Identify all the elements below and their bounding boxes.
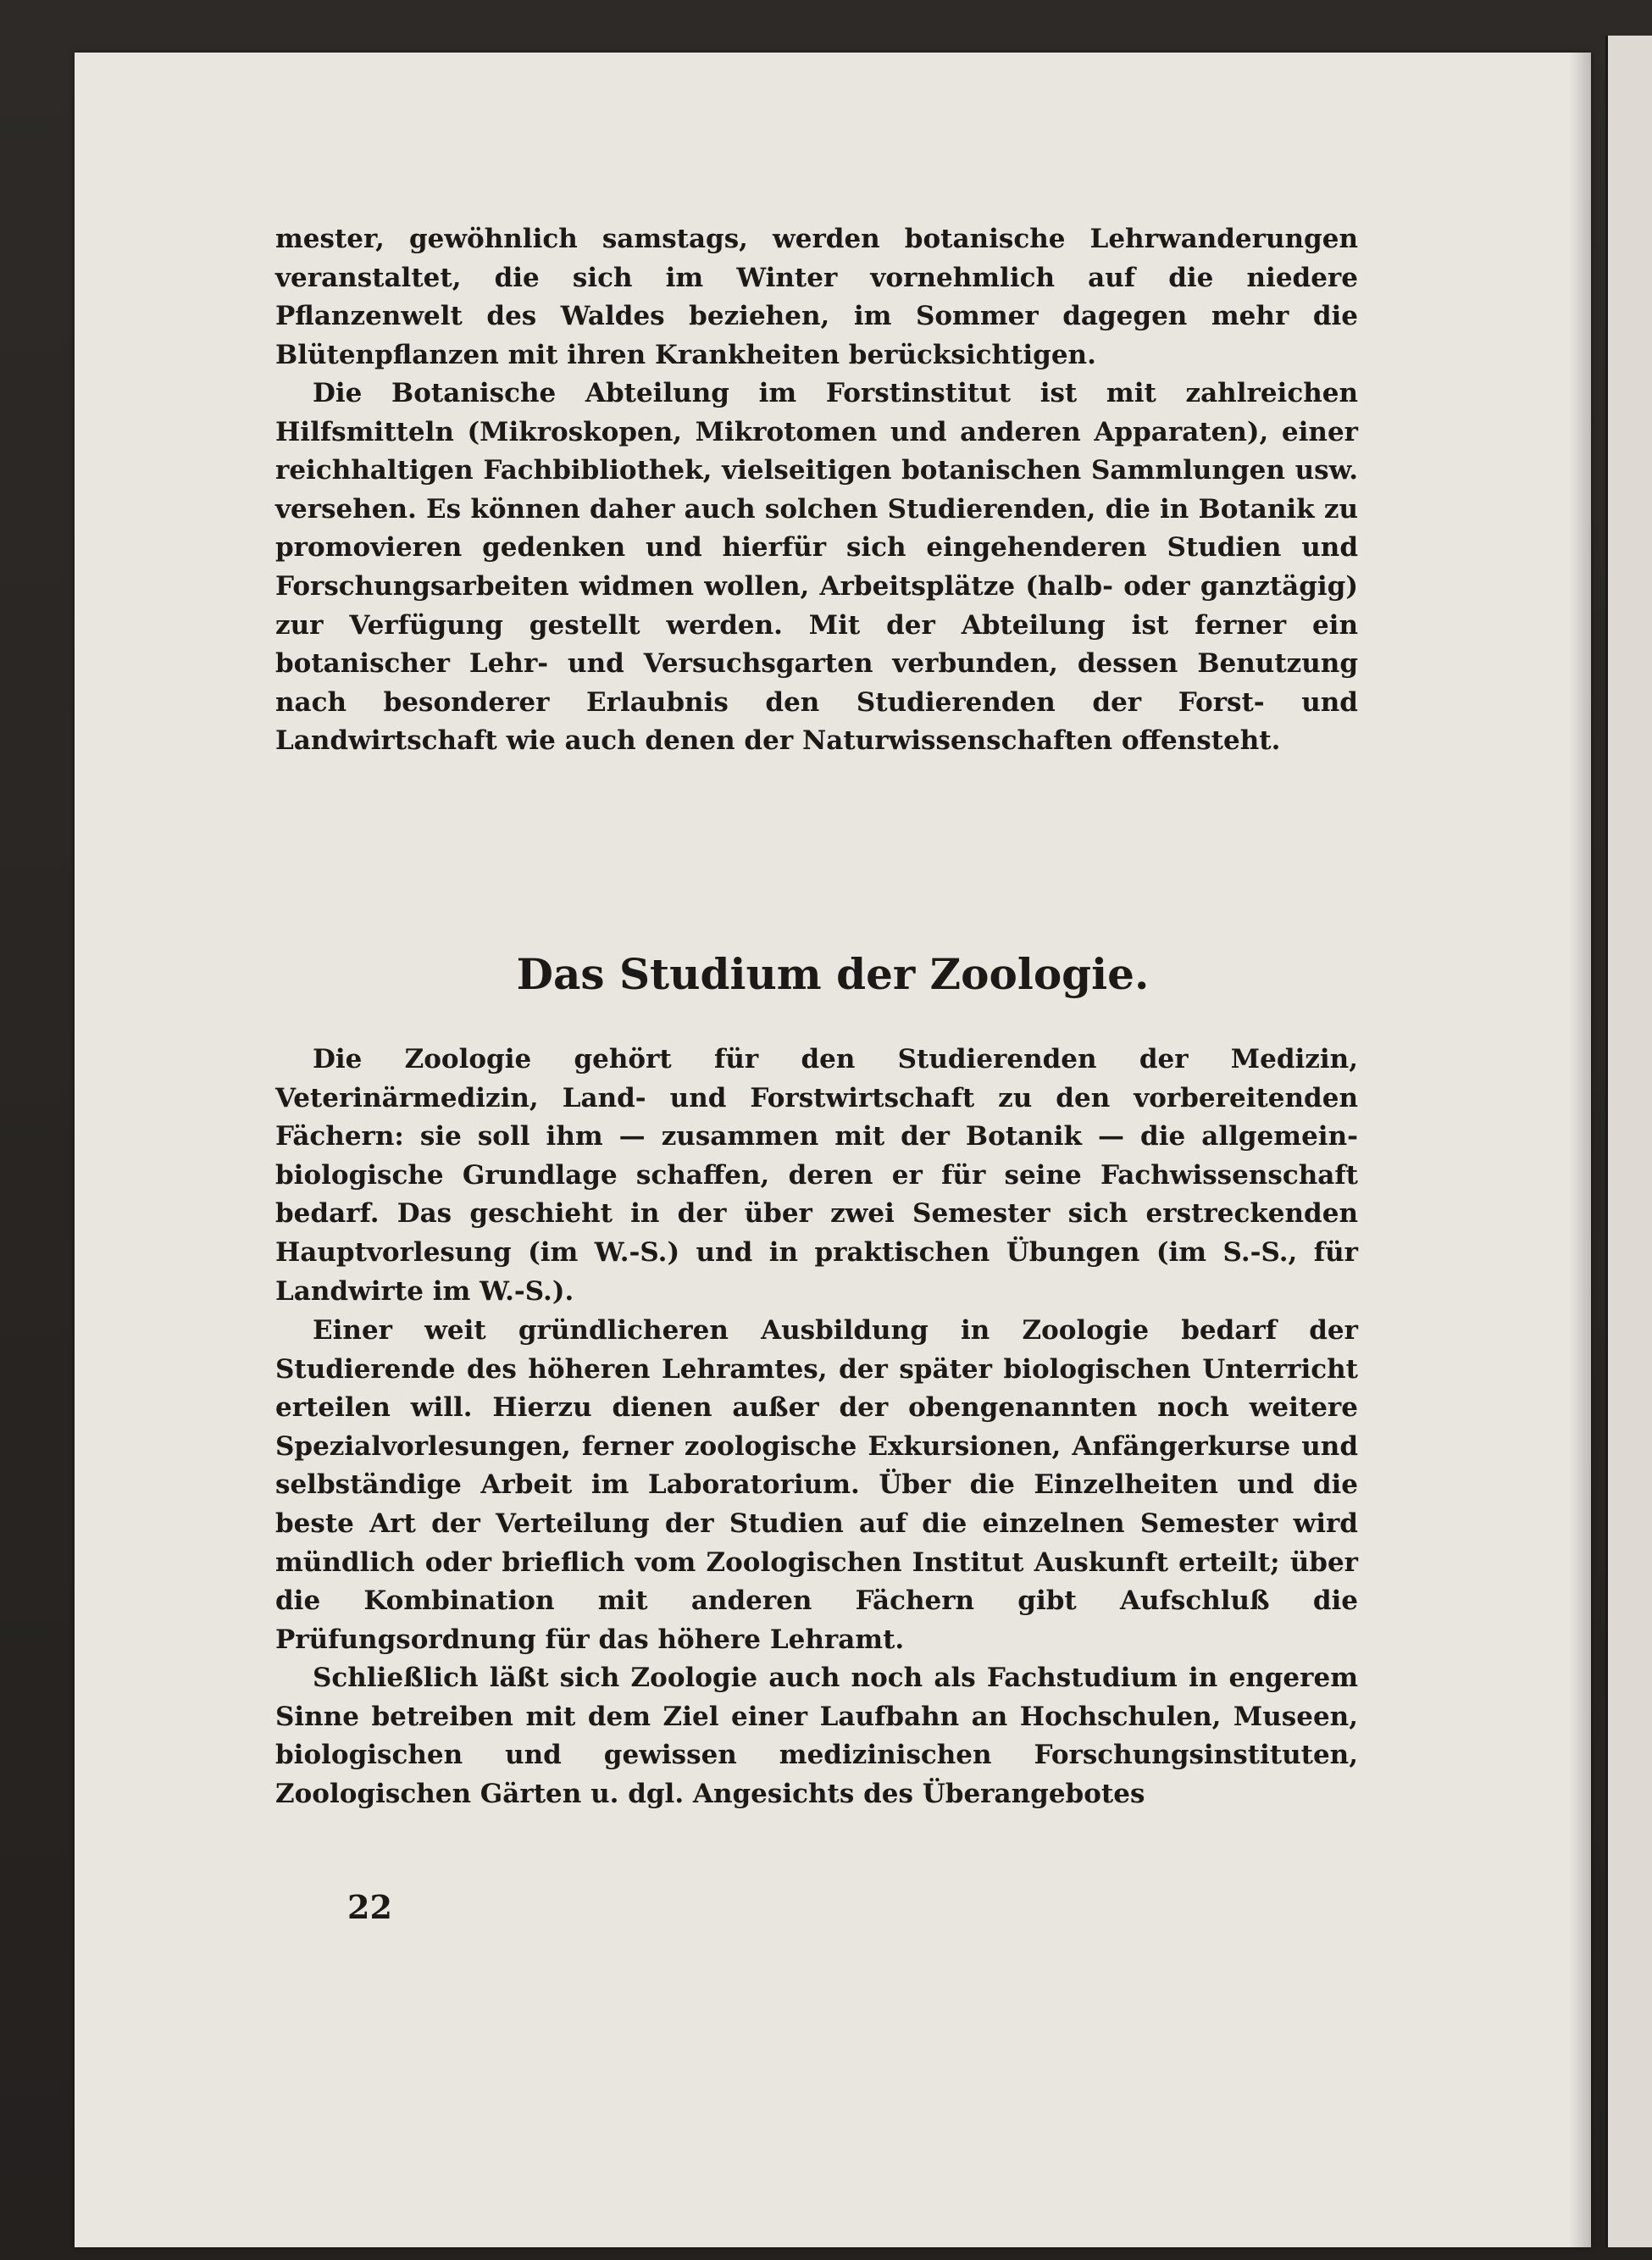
paragraph-continuation: mester, gewöhnlich samstags, werden botanische Lehrwanderungen veranstaltet, die sich im Winter vornehmlich auf die niedere Pflanzenwelt des Waldes beziehen, im Sommer dagegen mehr die Blütenpflanzen mit ihren Krankheiten berücksichtigen. [275,224,1358,370]
gutter-shadow [1569,53,1591,2247]
facing-page-edge [1605,36,1652,2247]
paragraph-zoology-specialist: Schließlich läßt sich Zoologie auch noch als Fachstudium in engerem Sinne betreiben mit dem Ziel einer Laufbahn an Hochschulen, Museen, biologischen und gewissen medizinischen Forschungsinstituten, Zoologischen Gärten u. dgl. Angesichts des Überangebotes [275,1663,1358,1809]
section-heading: Das Studium der Zoologie. [516,949,1150,999]
paragraph-zoology-intro: Die Zoologie gehört für den Studierenden der Medizin, Veterinärmedizin, Land- und Forstwirtschaft zu den vorbereitenden Fächern: sie soll ihm — zusammen mit der Botanik — die allgemein-biologische Grundlage schaffen, deren er für seine Fachwissenschaft bedarf. Das geschieht in der über zwei Semester sich erstreckenden Hauptvorlesung (im W.-S.) und in praktischen Übungen (im S.-S., für Landwirte im W.-S.). [275,1044,1358,1307]
paragraph-botany-department: Die Botanische Abteilung im Forstinstitut ist mit zahlreichen Hilfsmitteln (Mikroskopen, Mikrotomen und anderen Apparaten), einer reichhaltigen Fachbibliothek, vielseitigen botanischen Sammlungen usw. versehen. Es können daher auch solchen Studierenden, die in Botanik zu promovieren gedenken und hierfür sich eingehenderen Studien und Forschungsarbeiten widmen wollen, Arbeitsplätze (halb- oder ganztägig) zur Verfügung gestellt werden. Mit der Abteilung ist ferner ein botanischer Lehr- und Versuchsgarten verbunden, dessen Benutzung nach besonderer Erlaubnis den Studierenden der Forst- und Landwirtschaft wie auch denen der Naturwissenschaften offensteht. [275,378,1358,757]
page-number: 22 [347,1888,392,1926]
paragraph-zoology-teaching: Einer weit gründlicheren Ausbildung in Zoologie bedarf der Studierende des höheren Lehramtes, der später biologischen Unterricht erteilen will. Hierzu dienen außer der obengenannten noch weitere Spezialvorlesungen, ferner zoologische Exkursionen, Anfängerkurse und selbständige Arbeit im Laboratorium. Über die Einzelheiten und die beste Art der Verteilung der Studien auf die einzelnen Semester wird mündlich oder brieflich vom Zoologischen Institut Auskunft erteilt; über die Kombination mit anderen Fächern gibt Aufschluß die Prüfungsordnung für das höhere Lehramt. [275,1315,1358,1655]
